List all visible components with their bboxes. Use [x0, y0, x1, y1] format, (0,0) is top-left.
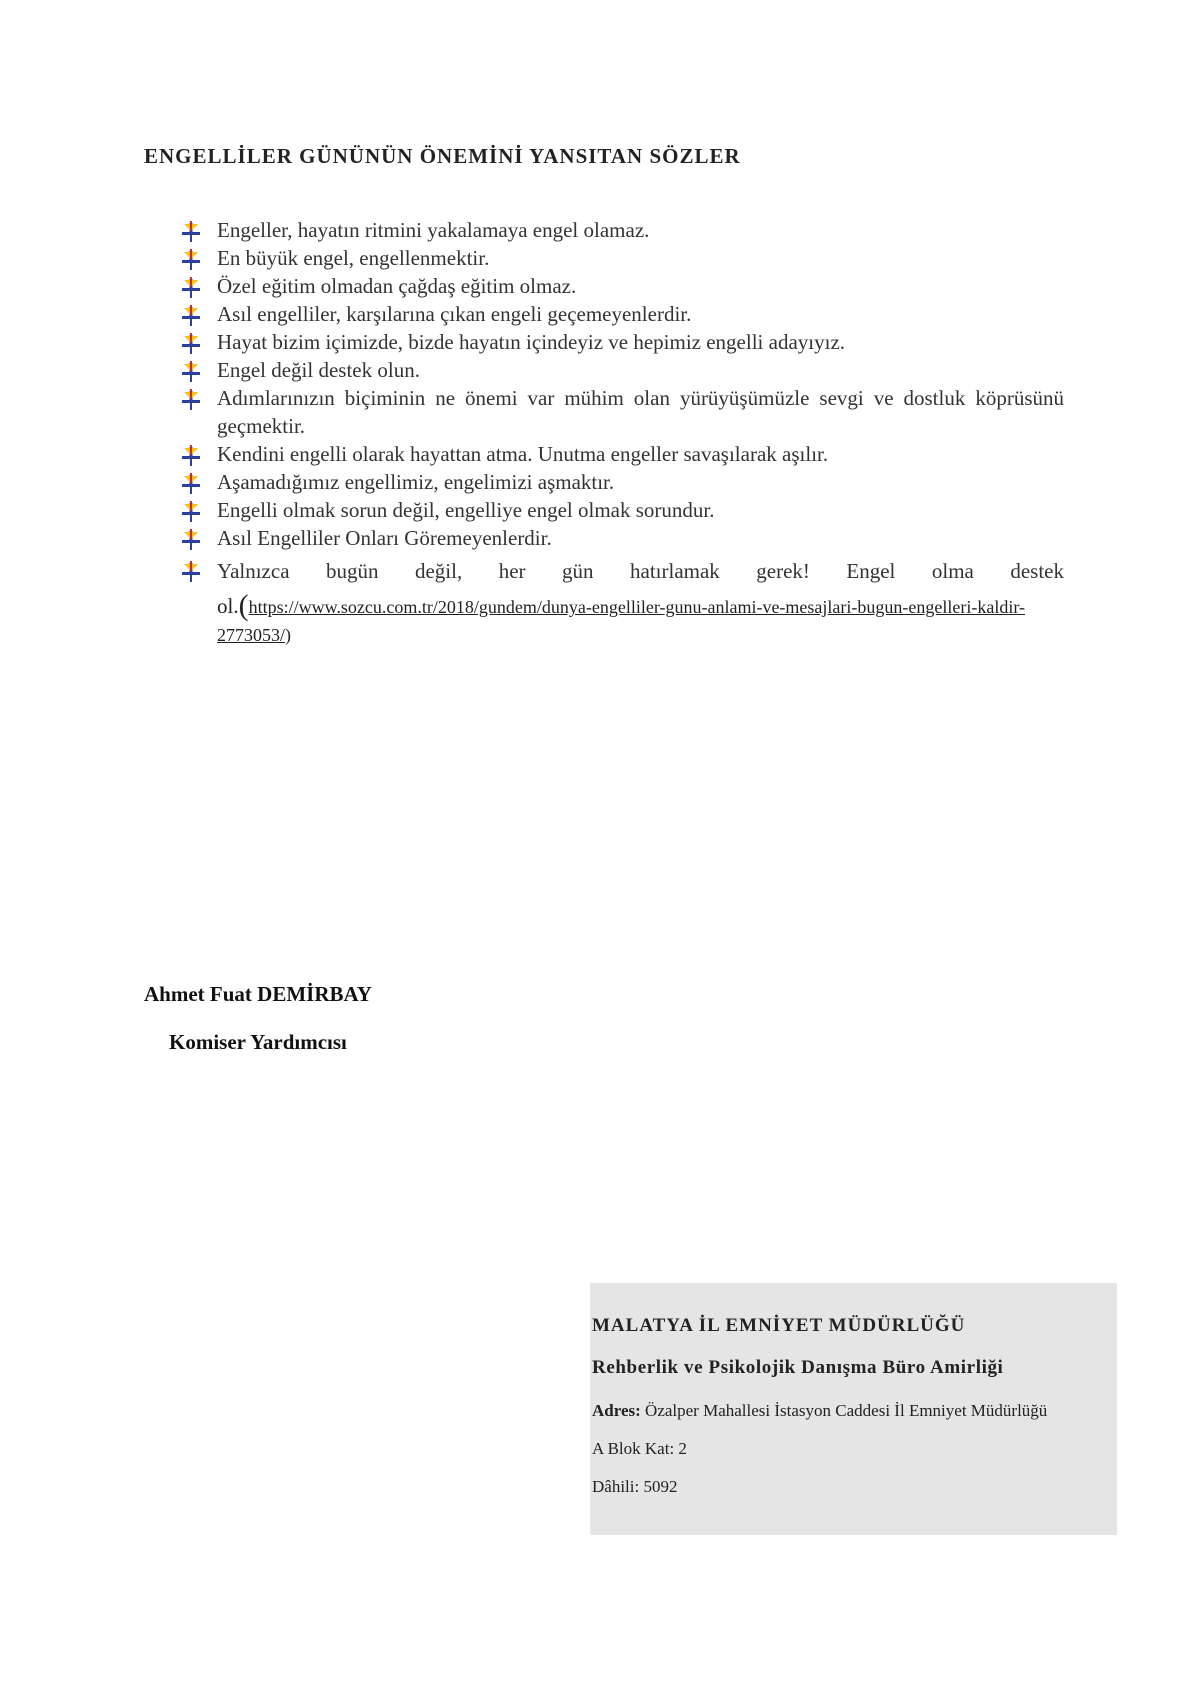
arrow-down-bullet-icon — [180, 473, 202, 495]
quote-text: Engeller, hayatın ritmini yakalamaya engel olamaz. — [217, 218, 650, 242]
close-paren: ) — [285, 625, 292, 645]
quote-text: Engel değil destek olun. — [217, 358, 420, 382]
arrow-down-bullet-icon — [180, 529, 202, 551]
author-rank: Komiser Yardımcısı — [169, 1030, 347, 1054]
list-item — [180, 468, 1064, 496]
quotes-list — [180, 216, 1064, 649]
quote-text: Asıl engelliler, karşılarına çıkan engeli geçemeyenlerdir. — [217, 302, 692, 326]
quote-tail: ol. — [217, 594, 239, 618]
author-name: Ahmet Fuat DEMİRBAY — [144, 982, 372, 1006]
arrow-down-bullet-icon — [180, 333, 202, 355]
arrow-down-bullet-icon — [180, 501, 202, 523]
arrow-down-bullet-icon — [180, 361, 202, 383]
contact-extension: Dâhili: 5092 — [592, 1477, 678, 1496]
quote-text: Asıl Engelliler Onları Göremeyenlerdir. — [217, 526, 552, 550]
list-item — [180, 356, 1064, 384]
arrow-down-bullet-icon — [180, 445, 202, 467]
document-title: ENGELLİLER GÜNÜNÜN ÖNEMİNİ YANSITAN SÖZLER — [144, 144, 741, 168]
quote-text: Yalnızca bugün değil, her gün hatırlamak gerek! Engel olma destek — [217, 559, 1064, 583]
quote-text: En büyük engel, engellenmektir. — [217, 246, 490, 270]
quote-text: Engelli olmak sorun değil, engelliye engel olmak sorundur. — [217, 498, 715, 522]
quote-text: Özel eğitim olmadan çağdaş eğitim olmaz. — [217, 274, 577, 298]
list-item — [180, 440, 1064, 468]
list-item — [180, 556, 1064, 586]
source-line — [217, 589, 1064, 649]
contact-title: MALATYA İL EMNİYET MÜDÜRLÜĞÜ — [592, 1315, 966, 1336]
address-text: Özalper Mahallesi İstasyon Caddesi İl Emniyet Müdürlüğü — [645, 1401, 1048, 1420]
arrow-down-bullet-icon — [180, 221, 202, 243]
arrow-down-bullet-icon — [180, 249, 202, 271]
quote-text: Adımlarınızın biçiminin ne önemi var mühim olan yürüyüşümüzle sevgi ve dostluk köprüsünü geçmektir. — [217, 386, 1064, 438]
contact-box — [590, 1283, 1117, 1535]
list-item — [180, 328, 1064, 356]
quote-text: Kendini engelli olarak hayattan atma. Unutma engeller savaşılarak aşılır. — [217, 442, 829, 466]
contact-address — [592, 1399, 1115, 1423]
contact-subtitle: Rehberlik ve Psikolojik Danışma Büro Amirliği — [592, 1357, 1004, 1378]
source-link[interactable]: https://www.sozcu.com.tr/2018/gundem/dunya-engelliler-gunu-anlami-ve-mesajlari-bugun-engelleri-kaldir-2773053/ — [217, 597, 1025, 645]
arrow-down-bullet-icon — [180, 277, 202, 299]
quote-source — [180, 589, 1064, 649]
list-item — [180, 496, 1064, 524]
open-paren: ( — [238, 589, 249, 622]
quote-text: Aşamadığımız engellimiz, engelimizi aşmaktır. — [217, 470, 615, 494]
list-item — [180, 300, 1064, 328]
address-label: Adres: — [592, 1401, 641, 1420]
arrow-down-bullet-icon — [180, 305, 202, 327]
arrow-down-bullet-icon — [180, 561, 202, 583]
list-item — [180, 384, 1064, 440]
list-item — [180, 272, 1064, 300]
contact-block: A Blok Kat: 2 — [592, 1439, 687, 1458]
list-item — [180, 244, 1064, 272]
list-item — [180, 216, 1064, 244]
list-item — [180, 524, 1064, 552]
arrow-down-bullet-icon — [180, 389, 202, 411]
quote-text: Hayat bizim içimizde, bizde hayatın içindeyiz ve hepimiz engelli adayıyız. — [217, 330, 846, 354]
